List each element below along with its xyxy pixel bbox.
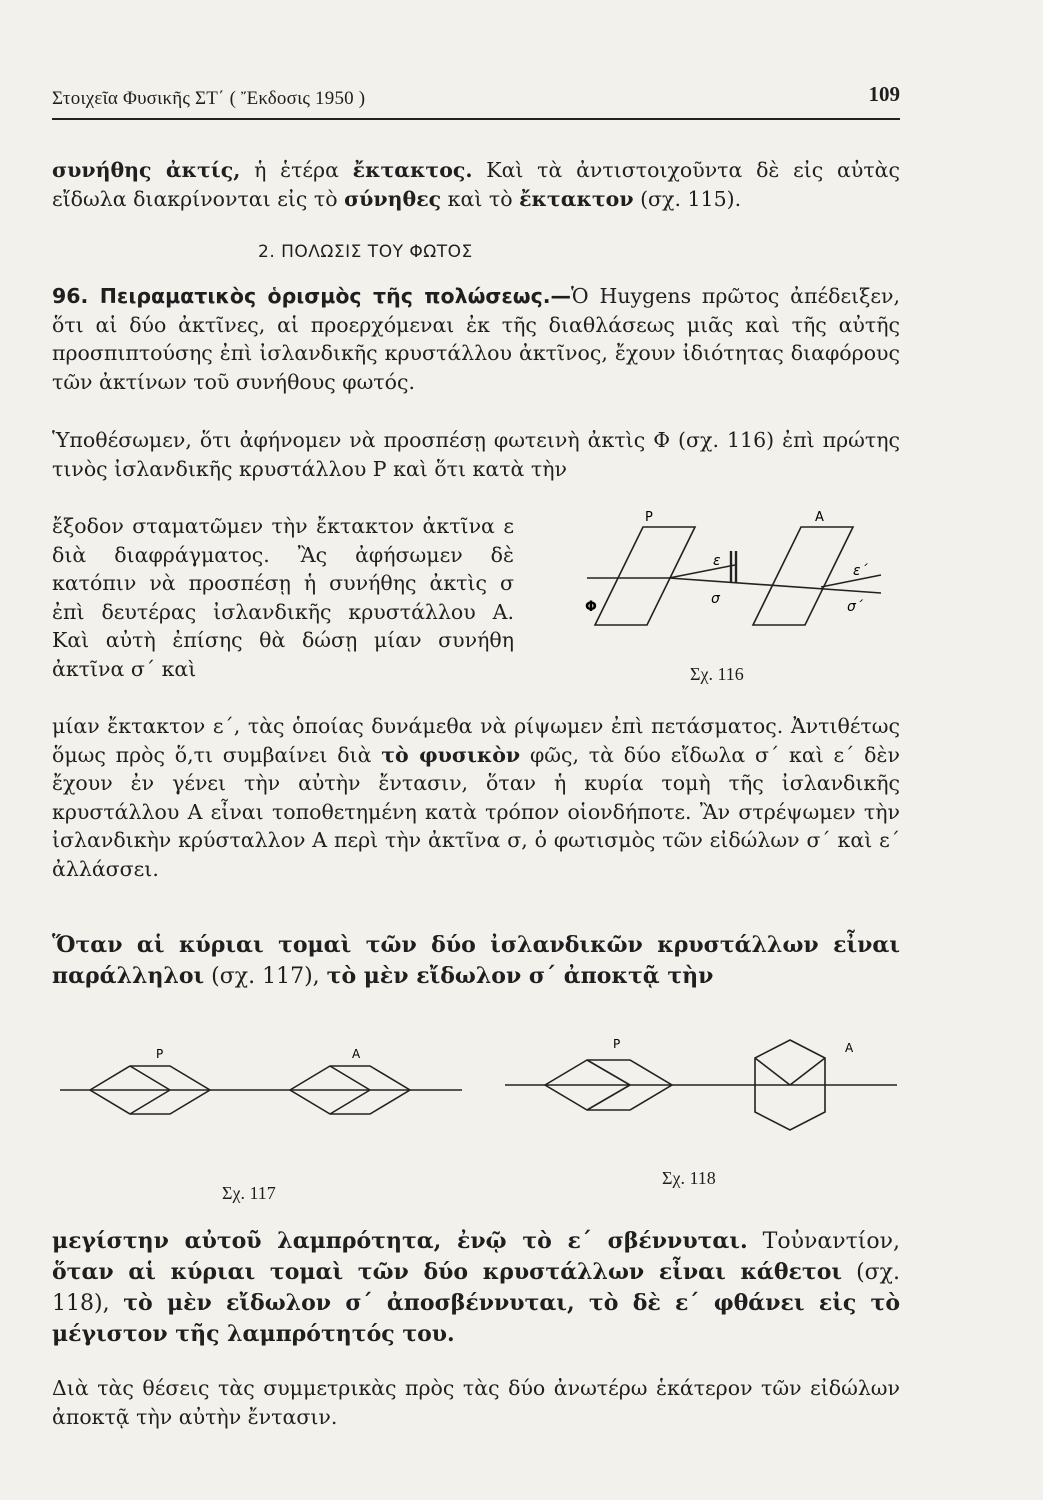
- fig116-label-P: Ρ: [645, 510, 653, 525]
- figure-116-diagram: [585, 505, 885, 640]
- crystal-edge: [130, 1090, 170, 1114]
- extraordinary-ray-2: [821, 575, 881, 587]
- text-run: Διὰ τὰς θέσεις τὰς συμμετρικὰς πρὸς τὰς δύο ἀνωτέρω ἑκάτερον τῶν εἰδώλων ἀποκτᾷ τὴν αὐτὴν ἔντασιν.: [52, 1376, 900, 1429]
- crystal-edge: [755, 1058, 790, 1085]
- text-run: καὶ τὸ: [441, 186, 520, 211]
- page-header: [52, 82, 900, 120]
- text-run: Ὑποθέσωμεν, ὅτι ἀφήνομεν νὰ προσπέσῃ φωτεινὴ ἀκτὶς Φ (σχ. 116) ἐπὶ πρώτης τινὸς ἰσλανδικῆς κρυστάλλου Ρ καὶ ὅτι κατὰ τὴν: [52, 428, 900, 481]
- text-run: Καὶ τὰ ἀντιστοιχοῦντα δὲ εἰς αὐτὰς εἴδωλα διακρίνονται εἰς τὸ: [52, 158, 900, 211]
- fig116-label-e: ε: [713, 553, 721, 569]
- figure-reference: (σχ. 115).: [633, 186, 742, 211]
- text-run: ἔξοδον σταματῶμεν τὴν ἔκτακτον ἀκτῖνα ε διὰ διαφράγματος. Ἂς ἀφήσωμεν δὲ κατόπιν νὰ προσπέσῃ ἡ συνήθης ἀκτὶς σ ἐπὶ δευτέρας ἰσλανδικῆς κρυστάλλου Α. Καὶ αὐτὴ ἐπίσης θὰ δώσῃ μίαν συνήθη ἀκτῖνα σ΄ καὶ: [52, 514, 514, 681]
- figure-117-diagram: [60, 1045, 465, 1165]
- crystal-edge: [330, 1066, 370, 1090]
- fig118-label-A: Α: [845, 1041, 854, 1055]
- figure-116-caption: Σχ. 116: [690, 664, 744, 684]
- crystal-edge: [790, 1058, 825, 1085]
- text-run: ἡ ἑτέρα: [240, 158, 353, 182]
- fig116-label-phi: Φ: [585, 599, 597, 615]
- text-run: μίαν ἔκτακτον ε΄, τὰς ὁποίας δυνάμεθα νὰ ρίψωμεν ἐπὶ πετάσματος. Ἀντιθέτως ὅμως πρὸς ὅ,τι συμβαίνει διὰ: [52, 714, 900, 767]
- crystal-edge: [130, 1066, 170, 1090]
- running-title: Στοιχεῖα Φυσικῆς ΣΤ΄ ( Ἔκδοσις 1950 ): [52, 88, 366, 109]
- figure-117-caption: Σχ. 117: [222, 1183, 276, 1203]
- crystal-A: [753, 527, 853, 625]
- figure-reference: (σχ. 117),: [204, 964, 327, 989]
- paragraph-experiment-cont: [52, 712, 900, 883]
- crystal-edge: [330, 1090, 370, 1114]
- rule-parallel-result: τὸ μὲν εἴδωλον σ΄ ἀποκτᾷ τὴν: [326, 963, 714, 989]
- term-ordinary-ray: συνήθης ἀκτίς,: [52, 158, 241, 182]
- fig118-label-P: Ρ: [613, 1037, 621, 1051]
- paragraph-perpendicular: [52, 1226, 900, 1350]
- paragraph-experiment-wrapped: [52, 512, 514, 683]
- figure-118-caption: Σχ. 118: [662, 1168, 716, 1188]
- fig117-label-P: Ρ: [156, 1047, 164, 1061]
- term-natural-light: τὸ φυσικὸν: [381, 742, 521, 767]
- crystal-edge: [587, 1060, 630, 1085]
- fig116-label-A: Α: [815, 510, 824, 525]
- fig116-label-e2: ε΄: [853, 563, 868, 579]
- crystal-edge: [587, 1085, 630, 1110]
- paragraph-ordinary-ray: [52, 156, 900, 213]
- rule-parallel: Ὅταν αἱ κύριαι τομαὶ τῶν δύο ἰσλανδικῶν κρυστάλλων εἶναι παράλληλοι: [52, 932, 900, 989]
- rule-parallel-cont: μεγίστην αὐτοῦ λαμπρότητα, ἐνῷ τὸ ε΄ σβέννυται.: [52, 1228, 748, 1254]
- fig116-label-s: σ: [711, 591, 720, 607]
- term-extraordinary: ἔκτακτος.: [352, 158, 473, 182]
- paragraph-symmetric: [52, 1374, 900, 1431]
- figure-reference: (σχ. 118),: [52, 1260, 900, 1316]
- fig117-label-A: Α: [352, 1047, 361, 1061]
- text-run: Τοὐναντίον,: [747, 1229, 900, 1254]
- section-heading-96: 96. Πειραματικὸς ὁρισμὸς τῆς πολώσεως.—: [52, 284, 572, 308]
- fig116-label-s2: σ΄: [847, 599, 863, 615]
- extraordinary-ray: [669, 565, 735, 578]
- term-ordinary-image: σύνηθες: [344, 186, 442, 211]
- term-extraordinary-image: ἔκτακτον: [519, 186, 634, 211]
- page-number: 109: [868, 82, 900, 106]
- paragraph-parallel: [52, 930, 900, 992]
- text-run: φῶς, τὰ δύο εἴδωλα σ΄ καὶ ε΄ δὲν ἔχουν ἐν γένει τὴν αὐτὴν ἔντασιν, ὅταν ἡ κυρία τομὴ τῆς ἰσλανδικῆς κρυστάλλου Α εἶναι τοποθετημένη κατὰ τρόπον οἱονδήποτε. Ἂν στρέψωμεν τὴν ἰσλανδικὴν κρύσταλλον Α περὶ τὴν ἀκτῖνα σ, ὁ φωτισμὸς τῶν εἰδώλων σ΄ καὶ ε΄ ἀλλάσσει.: [52, 742, 900, 881]
- rule-perpendicular: ὅταν αἱ κύριαι τομαὶ τῶν δύο κρυστάλλων εἶναι κάθετοι: [52, 1259, 843, 1285]
- section-title: 2. ΠΟΛΩΣΙΣ ΤΟΥ ΦΩΤΟΣ: [258, 242, 473, 262]
- figure-118-diagram: [505, 1030, 900, 1155]
- paragraph-96: [52, 282, 900, 396]
- paragraph-experiment-intro: [52, 426, 900, 483]
- text-run: Ὁ Huygens πρῶτος ἀπέδειξεν, ὅτι αἱ δύο ἀκτῖνες, αἱ προερχόμεναι ἐκ τῆς διαθλάσεως μιᾶς καὶ τῆς αὐτῆς προσπιπτούσης ἐπὶ ἰσλανδικῆς κρυστάλλου ἀκτῖνος, ἔχουν ἰδιότητας διαφόρους τῶν ἀκτίνων τοῦ συνήθους φωτός.: [52, 284, 900, 394]
- rule-perpendicular-result: τὸ μὲν εἴδωλον σ΄ ἀποσβέννυται, τὸ δὲ ε΄ φθάνει εἰς τὸ μέγιστον τῆς λαμπρότητός του.: [52, 1290, 901, 1347]
